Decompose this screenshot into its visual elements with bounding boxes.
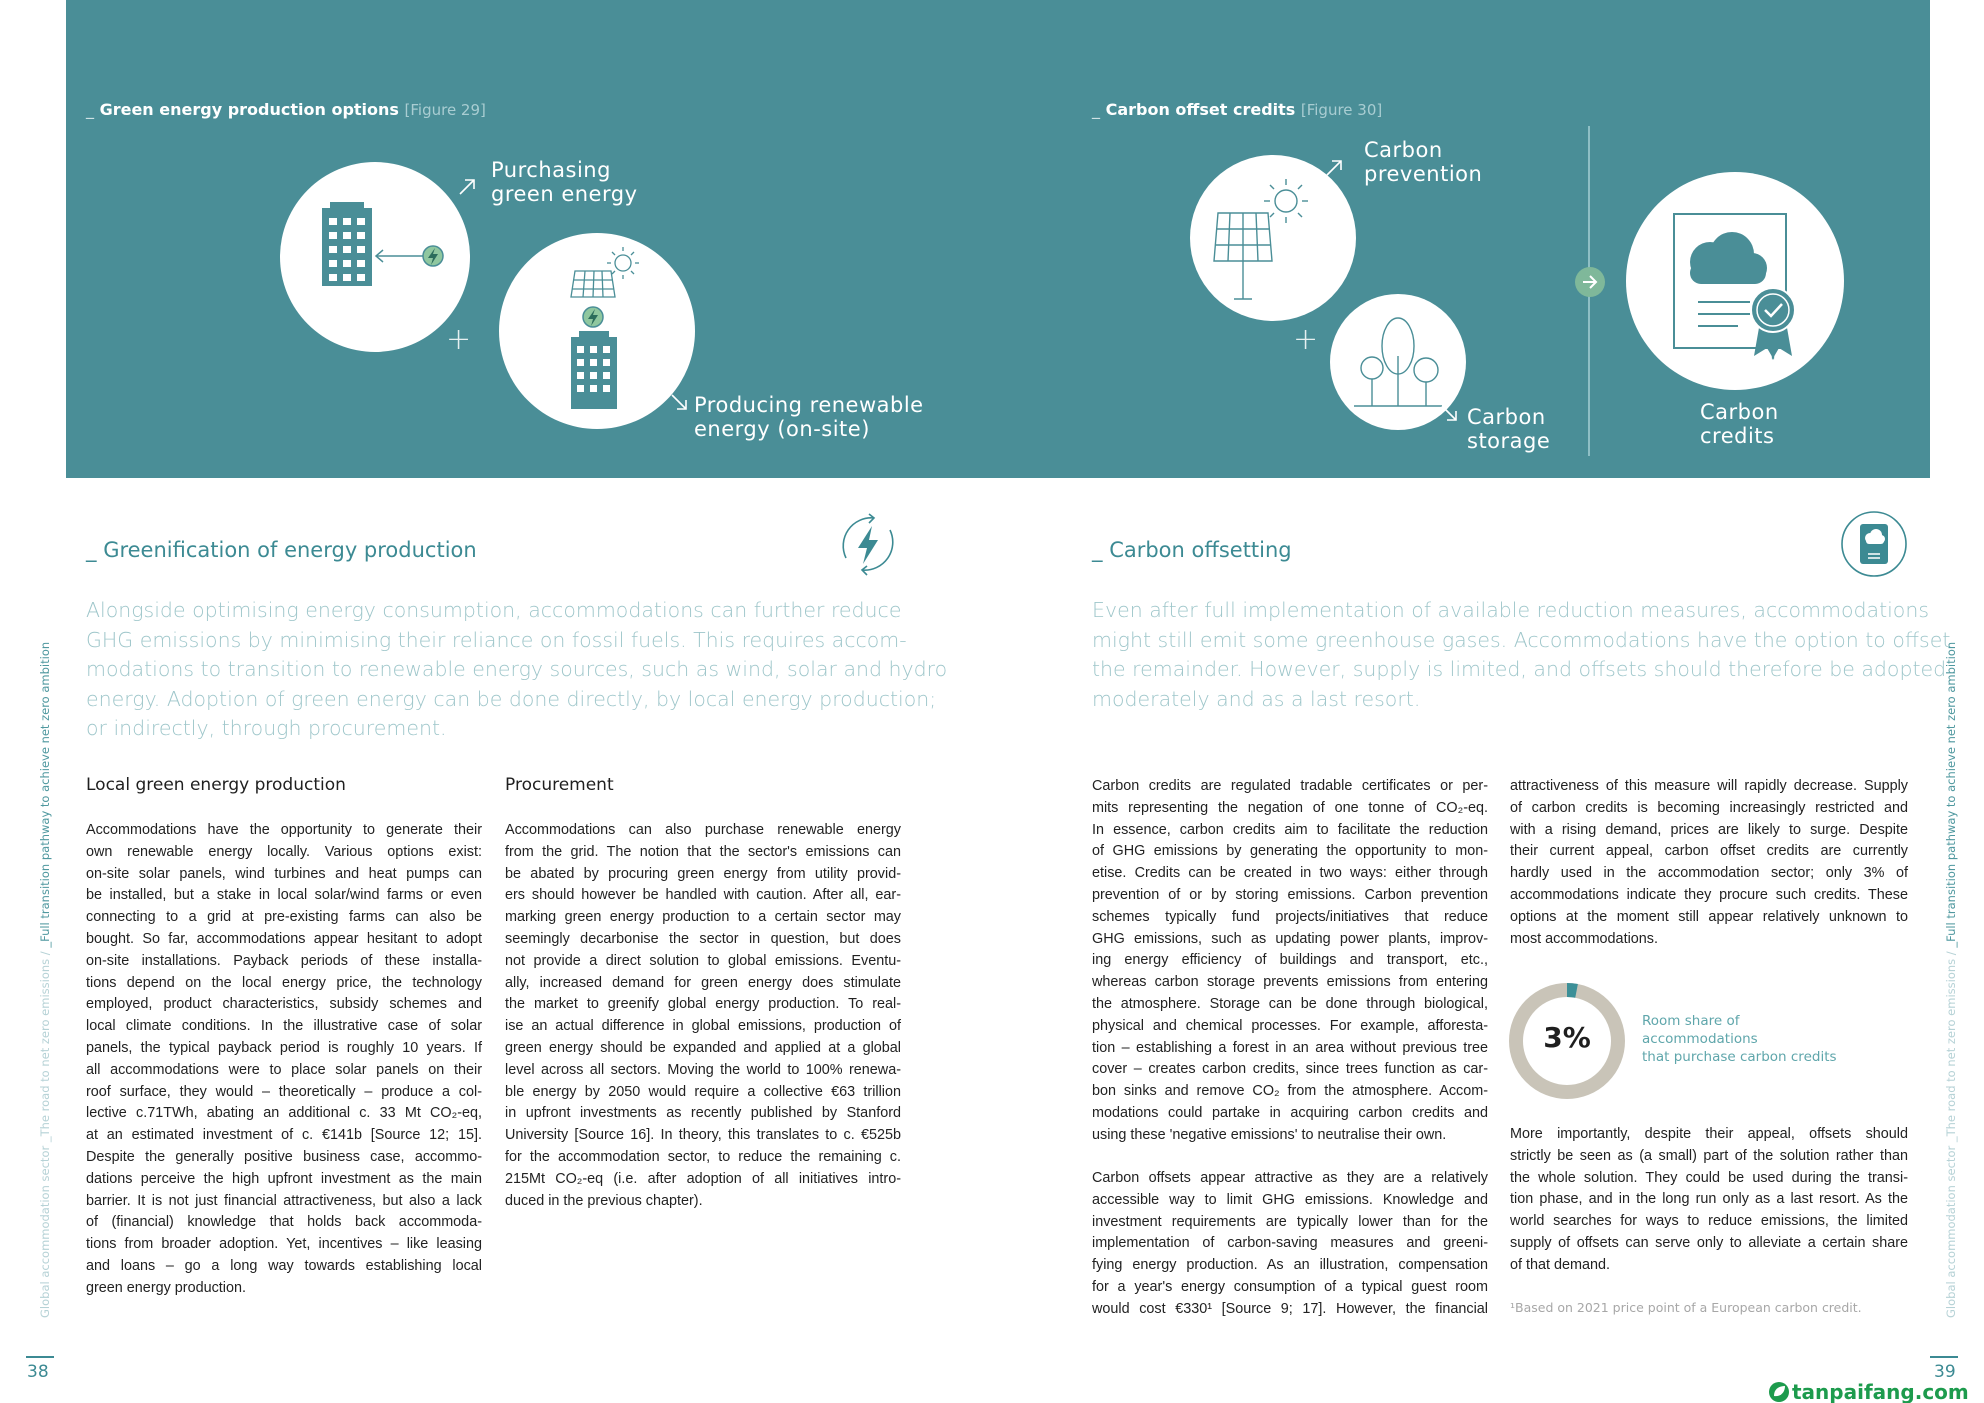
- arrow-down-right-icon: [670, 393, 690, 413]
- local-green-energy-body: Accommodations have the opportunity to generate their own renewable energy locally. Various options exist: on-site solar panels, wind turbines and heat pumps can be installed, but a stake in local solar/wind farms or even connecting to a grid at pre-existing farms can also be bought. So far, accommodations appear hesitant to adopt on-site installations. Payback periods of these installa- tions depend on the local energy price, the technology employed, product characteristics, subsidy schemes and local climate conditions. In the illustrative case of solar panels, the typical payback period is roughly 10 years. If all accommodations were to place solar panels on their roof surface, they would – theoretically – produce a col- lective c.71TWh, abating an additional c. 33 Mt CO₂-eq, at an estimated investment of c. €141b [Source 12; 15]. Despite the generally positive business case, accommo- dations perceive the high upfront investment as the main barrier. It is not just financial attractiveness, but also a lack of (financial) knowledge that holds back accommoda- tions from broader adoption. Yet, incentives – like leasing and loans – go a long way towards establishing local green energy production.: [86, 822, 482, 1296]
- carbon-offsetting-lead: Even after full implementation of available reduction measures, accommodations might still emit some greenhouse gases. Accommodations have the option to offset the remainder. However, supply is limited, and offsets should therefore be adopted moderately and as a last resort.: [1092, 598, 1951, 711]
- arrow-down-right-icon: [1440, 404, 1460, 424]
- greenification-lead: Alongside optimising energy consumption, accommodations can further reduce GHG emissions by minimising their reliance on fossil fuels. This requires accom- modations to transition to renewable energy sources, such as wind, solar and hydro energy. Adoption of green energy can be done directly, by local energy production; or indirectly, through procurement.: [86, 598, 948, 740]
- leaf-logo-icon: [1768, 1381, 1790, 1403]
- plus-sign-left: +: [446, 322, 472, 357]
- procurement-body: Accommodations can also purchase renewable energy from the grid. The notion that the sector's emissions can be abated by procuring green energy from utility provid- ers should however be handled with caution. After all, ear- marking green energy production to a certain sector may seemingly decarbonise the sector in question, but does not provide a direct solution to global emissions. Eventu- ally, increased demand for green energy does stimulate the market to greenify global energy production. To real- ise an actual difference in global emissions, production of green energy should be expanded and applied at a global level across all sectors. Moving the world to 100% renewa- ble energy by 2050 would require a collective €63 trillion in upfront investments as recently published by Stanford University [Source 16]. In theory, this translates to c. €525b for the accommodation sector, to reduce the remaining c. 215Mt CO₂-eq (i.e. after adoption of all initiatives intro- duced in the previous chapter).: [505, 822, 901, 1209]
- certificate-cloud-icon: [1626, 172, 1844, 390]
- producing-renewable-energy-label: Producing renewable energy (on-site): [694, 393, 924, 441]
- donut-caption: Room share of accommodations that purchase carbon credits: [1642, 1013, 1837, 1065]
- right-page-rule: [1930, 1356, 1958, 1358]
- carbon-credits-label: Carbon credits: [1700, 400, 1779, 448]
- watermark-text: tanpaifang.com: [1792, 1380, 1969, 1403]
- carbon-credits-body: Carbon credits are regulated tradable certificates or per- mits representing the negation of one tonne of CO₂-eq. In essence, carbon credits aim to facilitate the reduction of GHG emissions by generating the opportunity to mon- etise. Credits can be created in two ways: either through prevention of or by storing emissions. Carbon prevention schemes typically fund projects/initiatives that reduce GHG emissions, such as updating power plants, improv- ing energy efficiency of buildings and transport, etc., whereas carbon storage prevents emissions from entering the atmosphere. Storage can be done through biological, physical and chemical processes. For example, afforesta- tion – establishing a forest in an area without previous tree cover – creates carbon credits, since trees function as car- bon sinks and remove CO₂ from the atmosphere. Accom- modations could partake in acquiring carbon credits and using these 'negative emissions' to neutralise their own.: [1092, 778, 1488, 1143]
- donut-value: 3%: [1543, 1021, 1591, 1054]
- figure-30-title: _ Carbon offset credits [Figure 30]: [1092, 100, 1383, 119]
- left-running-header: Global accommodation sector _The road to net zero emissions / _Full transition pathway to achieve net zero ambition: [38, 641, 52, 1318]
- carbon-storage-label: Carbon storage: [1467, 405, 1551, 453]
- procurement-heading: Procurement: [505, 775, 614, 795]
- footnote: ¹Based on 2021 price point of a European carbon credit.: [1510, 1300, 1862, 1315]
- right-page-number: 39: [1934, 1362, 1956, 1382]
- building-bolt-icon: [280, 162, 470, 352]
- cloud-tablet-icon: [1840, 510, 1908, 578]
- lightning-cycle-icon: [834, 510, 902, 578]
- purchasing-green-energy-circle: [280, 162, 470, 352]
- figure-29-title: _ Green energy production options [Figure 29]: [86, 100, 486, 119]
- arrow-up-right-icon: [458, 176, 478, 196]
- carbon-offsetting-heading: _ Carbon offsetting: [1092, 538, 1292, 562]
- right-running-header: Global accommodation sector _The road to net zero emissions / _Full transition pathway to achieve net zero ambition: [1944, 641, 1958, 1318]
- offsets-importance-body: More importantly, despite their appeal, offsets should strictly be seen as (a small) part of the solution rather than the whole solution. They could be used during the transi- tion phase, and in the long run only as a last resort. As the world searches for ways to reduce emissions, the limited supply of offsets can serve only to alleviate a certain share of that demand.: [1510, 1126, 1908, 1273]
- left-page-number: 38: [27, 1362, 49, 1382]
- plus-sign-right: +: [1293, 322, 1319, 357]
- arrow-right-icon: [1575, 267, 1605, 297]
- solar-building-icon: [499, 233, 695, 429]
- carbon-attractiveness-body: attractiveness of this measure will rapidly decrease. Supply of carbon credits is becoming increasingly restricted and with a rising demand, prices are likely to surge. Despite their current appeal, carbon offset credits are currently hardly used in the accommodation sector; only 3% of accommodations indicate they procure such credits. These options at the moment still appear relatively unknown to most accommodations.: [1510, 778, 1908, 947]
- carbon-credits-circle: [1626, 172, 1844, 390]
- greenification-heading: _ Greenification of energy production: [86, 538, 477, 562]
- purchasing-green-energy-label: Purchasing green energy: [491, 158, 638, 206]
- left-page-rule: [26, 1356, 54, 1358]
- carbon-offsets-body: Carbon offsets appear attractive as they are a relatively accessible way to limit GHG emissions. Knowledge and investment requirements are typically lower than for the implementation of carbon-saving measures and greeni- fying energy production. As an illustration, compensation for a year's energy consumption of a typical guest room would cost €330¹ [Source 9; 17]. However, the financial: [1092, 1170, 1488, 1317]
- arrow-up-right-icon: [1325, 157, 1345, 177]
- local-green-energy-heading: Local green energy production: [86, 775, 346, 795]
- producing-renewable-energy-circle: [499, 233, 695, 429]
- carbon-prevention-label: Carbon prevention: [1364, 138, 1483, 186]
